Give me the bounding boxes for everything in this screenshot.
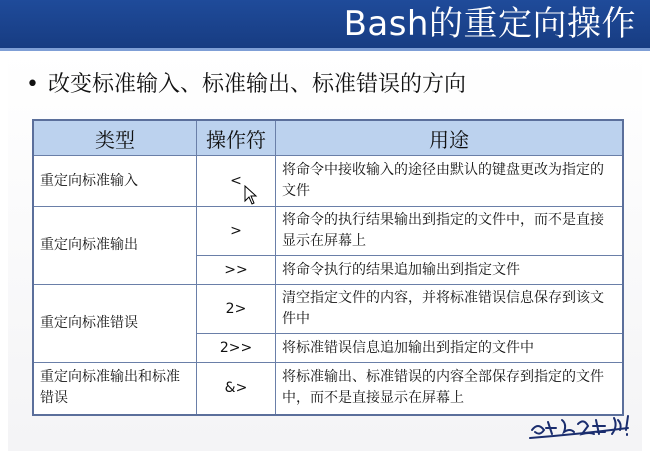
bullet-text: 改变标准输入、标准输出、标准错误的方向 [48,72,467,97]
signature-logo [526,408,636,444]
title-bar [0,0,650,48]
cell-operator: < [197,156,276,207]
table-row [33,207,623,256]
cell-usage: 将标准错误信息追加输出到指定的文件中 [276,334,624,363]
cell-type: 重定向标准错误 [33,285,197,363]
cell-operator: > [197,207,276,256]
mouse-cursor-icon [244,185,258,205]
table-row [33,285,623,334]
bullet-dot-icon: • [26,72,39,97]
header-usage: 用途 [276,120,624,156]
table-row [33,156,623,207]
table-row [33,363,623,415]
cell-operator: 2> [197,285,276,334]
cell-usage: 将命令中接收输入的途径由默认的键盘更改为指定的文件 [276,156,624,207]
cell-operator: &> [197,363,276,415]
cell-usage: 将标准输出、标准错误的内容全部保存到指定的文件中，而不是直接显示在屏幕上 [276,363,624,415]
bullet-point [26,72,466,98]
table-header-row [33,120,623,156]
cell-type: 重定向标准输出和标准错误 [33,363,197,415]
cell-usage: 将命令执行的结果追加输出到指定文件 [276,256,624,285]
cell-operator: >> [197,256,276,285]
header-type: 类型 [33,120,197,156]
title-underline [0,48,650,51]
slide-title: Bash的重定向操作 [343,4,636,44]
redirection-table [32,119,624,416]
cell-usage: 清空指定文件的内容，并将标准错误信息保存到该文件中 [276,285,624,334]
cell-type: 重定向标准输出 [33,207,197,285]
header-operator: 操作符 [197,120,276,156]
cell-usage: 将命令的执行结果输出到指定的文件中，而不是直接显示在屏幕上 [276,207,624,256]
cell-type: 重定向标准输入 [33,156,197,207]
cell-operator: 2>> [197,334,276,363]
